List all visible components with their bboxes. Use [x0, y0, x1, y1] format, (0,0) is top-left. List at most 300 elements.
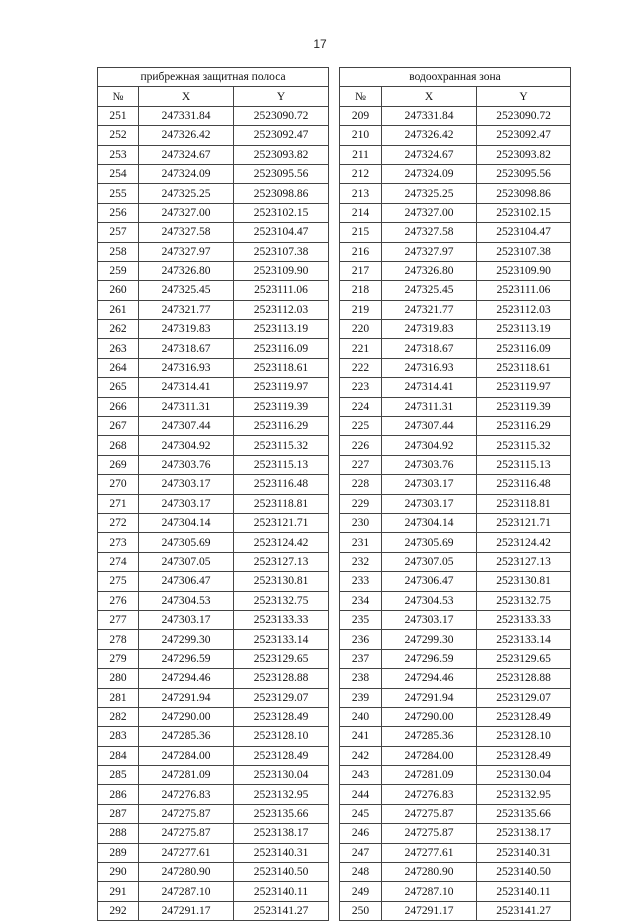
table-gap [329, 475, 340, 494]
table-gap [329, 184, 340, 203]
right-cell-y: 2523118.61 [477, 358, 571, 377]
left-cell-y: 2523118.81 [234, 494, 329, 513]
left-cell-x: 247311.31 [139, 397, 234, 416]
right-cell-x: 247326.42 [382, 126, 477, 145]
left-cell-y: 2523130.04 [234, 766, 329, 785]
table-row [98, 572, 571, 591]
left-cell-x: 247294.46 [139, 669, 234, 688]
table-row [98, 339, 571, 358]
left-cell-y: 2523140.50 [234, 863, 329, 882]
left-cell-x: 247316.93 [139, 358, 234, 377]
left-cell-y: 2523121.71 [234, 513, 329, 532]
table-row [98, 610, 571, 629]
table-gap [329, 610, 340, 629]
right-cell-x: 247324.67 [382, 145, 477, 164]
right-cell-x: 247326.80 [382, 261, 477, 280]
left-cell-x: 247318.67 [139, 339, 234, 358]
left-cell-num: 270 [98, 475, 139, 494]
right-cell-num: 220 [340, 320, 382, 339]
table-gap [329, 552, 340, 571]
table-row [98, 630, 571, 649]
left-cell-y: 2523140.31 [234, 843, 329, 862]
left-cell-x: 247285.36 [139, 727, 234, 746]
right-cell-num: 228 [340, 475, 382, 494]
table-row [98, 766, 571, 785]
table-row [98, 300, 571, 319]
table-gap [329, 126, 340, 145]
table-row [98, 164, 571, 183]
right-cell-num: 210 [340, 126, 382, 145]
table-gap [329, 68, 340, 87]
table-gap [329, 87, 340, 106]
right-cell-x: 247299.30 [382, 630, 477, 649]
right-cell-y: 2523092.47 [477, 126, 571, 145]
right-cell-y: 2523130.04 [477, 766, 571, 785]
left-cell-num: 275 [98, 572, 139, 591]
left-cell-y: 2523133.14 [234, 630, 329, 649]
left-cell-x: 247307.05 [139, 552, 234, 571]
right-cell-x: 247280.90 [382, 863, 477, 882]
right-cell-num: 233 [340, 572, 382, 591]
left-cell-num: 274 [98, 552, 139, 571]
left-cell-num: 251 [98, 106, 139, 125]
right-cell-x: 247291.94 [382, 688, 477, 707]
right-cell-num: 230 [340, 513, 382, 532]
left-cell-y: 2523102.15 [234, 203, 329, 222]
left-cell-x: 247324.09 [139, 164, 234, 183]
left-cell-y: 2523129.07 [234, 688, 329, 707]
left-cell-num: 284 [98, 746, 139, 765]
right-cell-y: 2523119.97 [477, 378, 571, 397]
right-cell-y: 2523141.27 [477, 901, 571, 920]
left-cell-num: 255 [98, 184, 139, 203]
right-cell-y: 2523127.13 [477, 552, 571, 571]
right-cell-x: 247325.45 [382, 281, 477, 300]
right-cell-num: 246 [340, 824, 382, 843]
table-gap [329, 300, 340, 319]
left-cell-y: 2523116.29 [234, 417, 329, 436]
left-cell-y: 2523095.56 [234, 164, 329, 183]
left-cell-num: 253 [98, 145, 139, 164]
table-gap [329, 339, 340, 358]
right-cell-num: 231 [340, 533, 382, 552]
left-cell-num: 281 [98, 688, 139, 707]
left-cell-y: 2523116.09 [234, 339, 329, 358]
left-cell-y: 2523107.38 [234, 242, 329, 261]
left-cell-x: 247280.90 [139, 863, 234, 882]
right-cell-num: 247 [340, 843, 382, 862]
table-gap [329, 804, 340, 823]
right-cell-x: 247276.83 [382, 785, 477, 804]
table-gap [329, 242, 340, 261]
right-cell-x: 247303.17 [382, 475, 477, 494]
right-cell-x: 247325.25 [382, 184, 477, 203]
left-cell-x: 247325.45 [139, 281, 234, 300]
right-cell-y: 2523121.71 [477, 513, 571, 532]
table-gap [329, 727, 340, 746]
right-cell-num: 234 [340, 591, 382, 610]
right-cell-y: 2523138.17 [477, 824, 571, 843]
right-header-num: № [340, 87, 382, 106]
left-cell-x: 247281.09 [139, 766, 234, 785]
right-cell-num: 245 [340, 804, 382, 823]
right-cell-num: 240 [340, 707, 382, 726]
right-cell-x: 247296.59 [382, 649, 477, 668]
left-cell-num: 268 [98, 436, 139, 455]
table-gap [329, 417, 340, 436]
left-cell-x: 247284.00 [139, 746, 234, 765]
right-cell-num: 225 [340, 417, 382, 436]
table-gap [329, 320, 340, 339]
left-cell-y: 2523112.03 [234, 300, 329, 319]
left-cell-num: 286 [98, 785, 139, 804]
left-cell-y: 2523128.49 [234, 707, 329, 726]
right-cell-x: 247311.31 [382, 397, 477, 416]
left-cell-x: 247306.47 [139, 572, 234, 591]
left-cell-y: 2523132.75 [234, 591, 329, 610]
right-cell-num: 214 [340, 203, 382, 222]
table-gap [329, 766, 340, 785]
table-row [98, 184, 571, 203]
left-cell-x: 247299.30 [139, 630, 234, 649]
left-cell-num: 264 [98, 358, 139, 377]
right-cell-num: 217 [340, 261, 382, 280]
right-cell-num: 222 [340, 358, 382, 377]
left-cell-y: 2523104.47 [234, 223, 329, 242]
table-row [98, 785, 571, 804]
left-cell-y: 2523133.33 [234, 610, 329, 629]
left-cell-num: 260 [98, 281, 139, 300]
table-row [98, 320, 571, 339]
right-cell-y: 2523098.86 [477, 184, 571, 203]
table-row [98, 533, 571, 552]
left-cell-num: 290 [98, 863, 139, 882]
right-cell-y: 2523128.88 [477, 669, 571, 688]
left-cell-x: 247303.76 [139, 455, 234, 474]
left-cell-num: 252 [98, 126, 139, 145]
right-cell-y: 2523132.95 [477, 785, 571, 804]
right-cell-x: 247316.93 [382, 358, 477, 377]
left-cell-y: 2523127.13 [234, 552, 329, 571]
right-cell-num: 249 [340, 882, 382, 901]
table-row [98, 824, 571, 843]
left-cell-num: 277 [98, 610, 139, 629]
left-cell-y: 2523128.10 [234, 727, 329, 746]
right-cell-y: 2523128.49 [477, 707, 571, 726]
table-row [98, 882, 571, 901]
right-cell-y: 2523109.90 [477, 261, 571, 280]
right-cell-num: 227 [340, 455, 382, 474]
right-cell-x: 247281.09 [382, 766, 477, 785]
right-cell-x: 247277.61 [382, 843, 477, 862]
table-row [98, 436, 571, 455]
table-row [98, 863, 571, 882]
left-header-x: X [139, 87, 234, 106]
right-cell-num: 215 [340, 223, 382, 242]
right-cell-num: 216 [340, 242, 382, 261]
left-cell-x: 247305.69 [139, 533, 234, 552]
right-cell-y: 2523133.14 [477, 630, 571, 649]
right-cell-x: 247304.92 [382, 436, 477, 455]
left-cell-num: 262 [98, 320, 139, 339]
right-cell-num: 224 [340, 397, 382, 416]
left-cell-num: 258 [98, 242, 139, 261]
coordinates-table-body [98, 68, 571, 921]
table-gap [329, 688, 340, 707]
left-cell-num: 272 [98, 513, 139, 532]
table-gap [329, 494, 340, 513]
left-cell-num: 287 [98, 804, 139, 823]
table-row [98, 804, 571, 823]
table-row [98, 455, 571, 474]
left-cell-num: 276 [98, 591, 139, 610]
table-gap [329, 649, 340, 668]
right-header-x: X [382, 87, 477, 106]
left-cell-x: 247325.25 [139, 184, 234, 203]
column-header-row [98, 87, 571, 106]
table-row [98, 591, 571, 610]
right-header-y: Y [477, 87, 571, 106]
left-cell-x: 247275.87 [139, 824, 234, 843]
table-gap [329, 572, 340, 591]
right-cell-num: 248 [340, 863, 382, 882]
table-row [98, 707, 571, 726]
right-cell-num: 241 [340, 727, 382, 746]
table-row [98, 669, 571, 688]
left-cell-x: 247314.41 [139, 378, 234, 397]
table-gap [329, 669, 340, 688]
left-cell-num: 279 [98, 649, 139, 668]
left-cell-num: 289 [98, 843, 139, 862]
left-cell-x: 247287.10 [139, 882, 234, 901]
table-row [98, 727, 571, 746]
right-cell-num: 209 [340, 106, 382, 125]
left-cell-y: 2523129.65 [234, 649, 329, 668]
left-cell-x: 247290.00 [139, 707, 234, 726]
right-cell-y: 2523118.81 [477, 494, 571, 513]
table-gap [329, 630, 340, 649]
left-cell-y: 2523109.90 [234, 261, 329, 280]
right-cell-num: 226 [340, 436, 382, 455]
left-cell-x: 247326.42 [139, 126, 234, 145]
right-cell-x: 247314.41 [382, 378, 477, 397]
right-cell-y: 2523135.66 [477, 804, 571, 823]
left-cell-num: 292 [98, 901, 139, 920]
table-row [98, 513, 571, 532]
right-cell-x: 247303.17 [382, 610, 477, 629]
left-cell-num: 271 [98, 494, 139, 513]
left-cell-num: 285 [98, 766, 139, 785]
table-row [98, 223, 571, 242]
right-cell-y: 2523140.11 [477, 882, 571, 901]
right-cell-y: 2523093.82 [477, 145, 571, 164]
left-cell-y: 2523098.86 [234, 184, 329, 203]
right-cell-y: 2523128.10 [477, 727, 571, 746]
right-cell-y: 2523111.06 [477, 281, 571, 300]
left-cell-num: 269 [98, 455, 139, 474]
table-row [98, 397, 571, 416]
left-cell-x: 247324.67 [139, 145, 234, 164]
right-cell-x: 247287.10 [382, 882, 477, 901]
right-cell-y: 2523115.13 [477, 455, 571, 474]
left-cell-y: 2523092.47 [234, 126, 329, 145]
table-gap [329, 707, 340, 726]
section-title-row [98, 68, 571, 87]
right-cell-y: 2523130.81 [477, 572, 571, 591]
right-cell-y: 2523112.03 [477, 300, 571, 319]
table-row [98, 901, 571, 920]
right-cell-y: 2523116.09 [477, 339, 571, 358]
left-cell-x: 247321.77 [139, 300, 234, 319]
left-cell-num: 278 [98, 630, 139, 649]
left-cell-x: 247291.17 [139, 901, 234, 920]
right-cell-x: 247327.58 [382, 223, 477, 242]
table-gap [329, 863, 340, 882]
right-cell-y: 2523107.38 [477, 242, 571, 261]
right-cell-y: 2523140.31 [477, 843, 571, 862]
right-cell-num: 250 [340, 901, 382, 920]
right-cell-num: 238 [340, 669, 382, 688]
right-cell-y: 2523104.47 [477, 223, 571, 242]
right-cell-x: 247290.00 [382, 707, 477, 726]
table-row [98, 475, 571, 494]
table-gap [329, 513, 340, 532]
right-cell-x: 247307.44 [382, 417, 477, 436]
right-cell-x: 247318.67 [382, 339, 477, 358]
left-cell-x: 247276.83 [139, 785, 234, 804]
left-cell-num: 282 [98, 707, 139, 726]
table-gap [329, 261, 340, 280]
left-cell-x: 247291.94 [139, 688, 234, 707]
left-cell-y: 2523111.06 [234, 281, 329, 300]
left-cell-x: 247303.17 [139, 610, 234, 629]
table-gap [329, 843, 340, 862]
right-cell-num: 218 [340, 281, 382, 300]
left-cell-y: 2523130.81 [234, 572, 329, 591]
right-cell-x: 247291.17 [382, 901, 477, 920]
left-cell-x: 247319.83 [139, 320, 234, 339]
right-cell-y: 2523129.65 [477, 649, 571, 668]
coordinates-table [97, 67, 571, 921]
table-gap [329, 378, 340, 397]
left-cell-x: 247303.17 [139, 494, 234, 513]
left-cell-num: 267 [98, 417, 139, 436]
left-header-y: Y [234, 87, 329, 106]
right-cell-num: 243 [340, 766, 382, 785]
left-cell-x: 247296.59 [139, 649, 234, 668]
left-cell-num: 265 [98, 378, 139, 397]
right-cell-y: 2523132.75 [477, 591, 571, 610]
right-cell-x: 247304.14 [382, 513, 477, 532]
left-cell-x: 247275.87 [139, 804, 234, 823]
page-number: 17 [313, 37, 327, 51]
table-row [98, 494, 571, 513]
table-gap [329, 223, 340, 242]
left-cell-y: 2523124.42 [234, 533, 329, 552]
left-cell-y: 2523128.88 [234, 669, 329, 688]
left-cell-y: 2523119.39 [234, 397, 329, 416]
right-cell-x: 247275.87 [382, 804, 477, 823]
left-cell-y: 2523135.66 [234, 804, 329, 823]
right-cell-y: 2523119.39 [477, 397, 571, 416]
right-cell-num: 212 [340, 164, 382, 183]
table-row [98, 378, 571, 397]
left-cell-y: 2523119.97 [234, 378, 329, 397]
right-cell-num: 223 [340, 378, 382, 397]
left-cell-y: 2523090.72 [234, 106, 329, 125]
right-cell-x: 247303.17 [382, 494, 477, 513]
table-gap [329, 164, 340, 183]
right-cell-y: 2523115.32 [477, 436, 571, 455]
table-gap [329, 455, 340, 474]
right-cell-num: 211 [340, 145, 382, 164]
table-row [98, 281, 571, 300]
right-cell-y: 2523129.07 [477, 688, 571, 707]
right-cell-y: 2523140.50 [477, 863, 571, 882]
left-cell-x: 247304.53 [139, 591, 234, 610]
table-gap [329, 281, 340, 300]
right-cell-y: 2523116.29 [477, 417, 571, 436]
right-cell-x: 247305.69 [382, 533, 477, 552]
right-cell-x: 247303.76 [382, 455, 477, 474]
right-cell-y: 2523133.33 [477, 610, 571, 629]
right-cell-num: 236 [340, 630, 382, 649]
right-cell-y: 2523128.49 [477, 746, 571, 765]
table-gap [329, 746, 340, 765]
table-gap [329, 882, 340, 901]
left-cell-x: 247327.97 [139, 242, 234, 261]
table-gap [329, 591, 340, 610]
left-cell-y: 2523115.32 [234, 436, 329, 455]
right-cell-x: 247306.47 [382, 572, 477, 591]
table-row [98, 552, 571, 571]
right-cell-num: 213 [340, 184, 382, 203]
left-cell-x: 247327.00 [139, 203, 234, 222]
right-cell-y: 2523090.72 [477, 106, 571, 125]
table-gap [329, 145, 340, 164]
left-cell-x: 247304.14 [139, 513, 234, 532]
left-cell-num: 254 [98, 164, 139, 183]
left-cell-y: 2523093.82 [234, 145, 329, 164]
left-cell-num: 263 [98, 339, 139, 358]
table-row [98, 242, 571, 261]
table-row [98, 688, 571, 707]
table-gap [329, 824, 340, 843]
right-cell-x: 247321.77 [382, 300, 477, 319]
left-cell-num: 291 [98, 882, 139, 901]
left-cell-num: 259 [98, 261, 139, 280]
table-row [98, 746, 571, 765]
table-gap [329, 106, 340, 125]
table-row [98, 649, 571, 668]
left-cell-x: 247277.61 [139, 843, 234, 862]
right-cell-num: 229 [340, 494, 382, 513]
right-cell-num: 237 [340, 649, 382, 668]
right-cell-num: 244 [340, 785, 382, 804]
left-cell-x: 247327.58 [139, 223, 234, 242]
table-gap [329, 533, 340, 552]
left-cell-num: 266 [98, 397, 139, 416]
left-cell-num: 288 [98, 824, 139, 843]
right-cell-num: 221 [340, 339, 382, 358]
right-cell-num: 239 [340, 688, 382, 707]
table-gap [329, 397, 340, 416]
left-cell-x: 247331.84 [139, 106, 234, 125]
left-cell-y: 2523132.95 [234, 785, 329, 804]
left-cell-x: 247304.92 [139, 436, 234, 455]
left-cell-num: 273 [98, 533, 139, 552]
left-cell-num: 280 [98, 669, 139, 688]
